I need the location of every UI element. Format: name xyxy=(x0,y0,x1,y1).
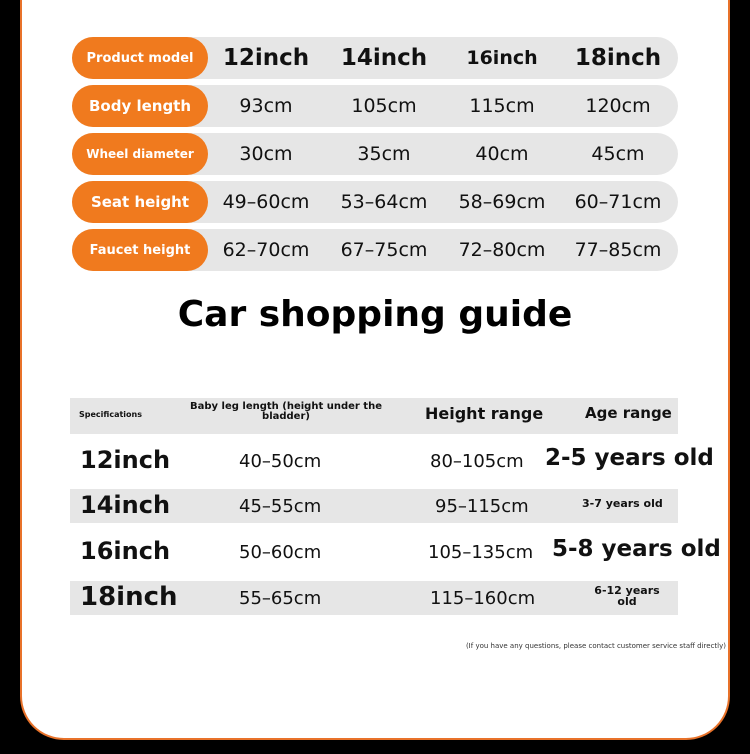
guide-age: 5-8 years old xyxy=(552,536,721,562)
spec-value: 67–75cm xyxy=(340,239,428,261)
spec-row-faucet-height xyxy=(72,229,678,271)
spec-value: 58–69cm xyxy=(458,191,546,213)
guide-size: 12inch xyxy=(80,446,171,474)
spec-row-wheel-diameter xyxy=(72,133,678,175)
spec-value: 35cm xyxy=(357,143,411,165)
guide-row-12inch xyxy=(70,444,714,478)
spec-value: 60–71cm xyxy=(574,191,662,213)
guide-row-16inch xyxy=(70,535,721,569)
guide-leg: 50–60cm xyxy=(239,542,322,563)
spec-value: 120cm xyxy=(585,95,651,117)
guide-header-age: Age range xyxy=(585,404,672,422)
guide-height: 80–105cm xyxy=(430,451,524,472)
contact-note: (If you have any questions, please contact customer service staff directly) xyxy=(465,642,726,650)
spec-value: 49–60cm xyxy=(222,191,310,213)
spec-label-product-model: Product model xyxy=(72,37,208,79)
spec-label: Body length xyxy=(72,85,208,127)
guide-leg: 40–50cm xyxy=(239,451,322,472)
guide-row-18inch xyxy=(70,581,678,615)
guide-height: 105–135cm xyxy=(428,542,534,563)
guide-row-14inch xyxy=(70,489,678,523)
guide-leg: 45–55cm xyxy=(239,496,322,517)
spec-label: Faucet height xyxy=(72,229,208,271)
spec-value: 62–70cm xyxy=(222,239,310,261)
guide-header-leg: Baby leg length (height under the bladder) xyxy=(190,401,382,422)
spec-label: Wheel diameter xyxy=(72,133,208,175)
spec-value: 93cm xyxy=(239,95,293,117)
guide-title: Car shopping guide xyxy=(177,294,573,335)
guide-height: 115–160cm xyxy=(430,588,536,609)
spec-value: 30cm xyxy=(239,143,293,165)
guide-header-height: Height range xyxy=(425,404,544,423)
spec-value: 77–85cm xyxy=(574,239,662,261)
guide-size: 16inch xyxy=(80,537,171,565)
guide-leg: 55–65cm xyxy=(239,588,322,609)
spec-value: 53–64cm xyxy=(340,191,428,213)
guide-age: 6-12 years old xyxy=(594,584,660,608)
spec-col-14inch: 14inch xyxy=(340,45,428,71)
guide-height: 95–115cm xyxy=(435,496,529,517)
spec-label: Seat height xyxy=(72,181,208,223)
spec-col-18inch: 18inch xyxy=(574,45,662,71)
guide-size: 18inch xyxy=(80,582,178,612)
guide-age: 3-7 years old xyxy=(582,497,663,510)
guide-age: 2-5 years old xyxy=(545,445,714,471)
spec-value: 40cm xyxy=(475,143,529,165)
guide-header-row xyxy=(70,398,678,434)
spec-value: 72–80cm xyxy=(458,239,546,261)
spec-col-16inch: 16inch xyxy=(466,47,538,69)
spec-value: 45cm xyxy=(591,143,645,165)
spec-value: 115cm xyxy=(469,95,535,117)
spec-header-row xyxy=(72,37,678,79)
spec-col-12inch: 12inch xyxy=(222,45,310,71)
spec-value: 105cm xyxy=(351,95,417,117)
spec-row-body-length xyxy=(72,85,678,127)
spec-row-seat-height xyxy=(72,181,678,223)
guide-header-spec: Specifications xyxy=(79,410,142,419)
guide-size: 14inch xyxy=(80,491,171,519)
